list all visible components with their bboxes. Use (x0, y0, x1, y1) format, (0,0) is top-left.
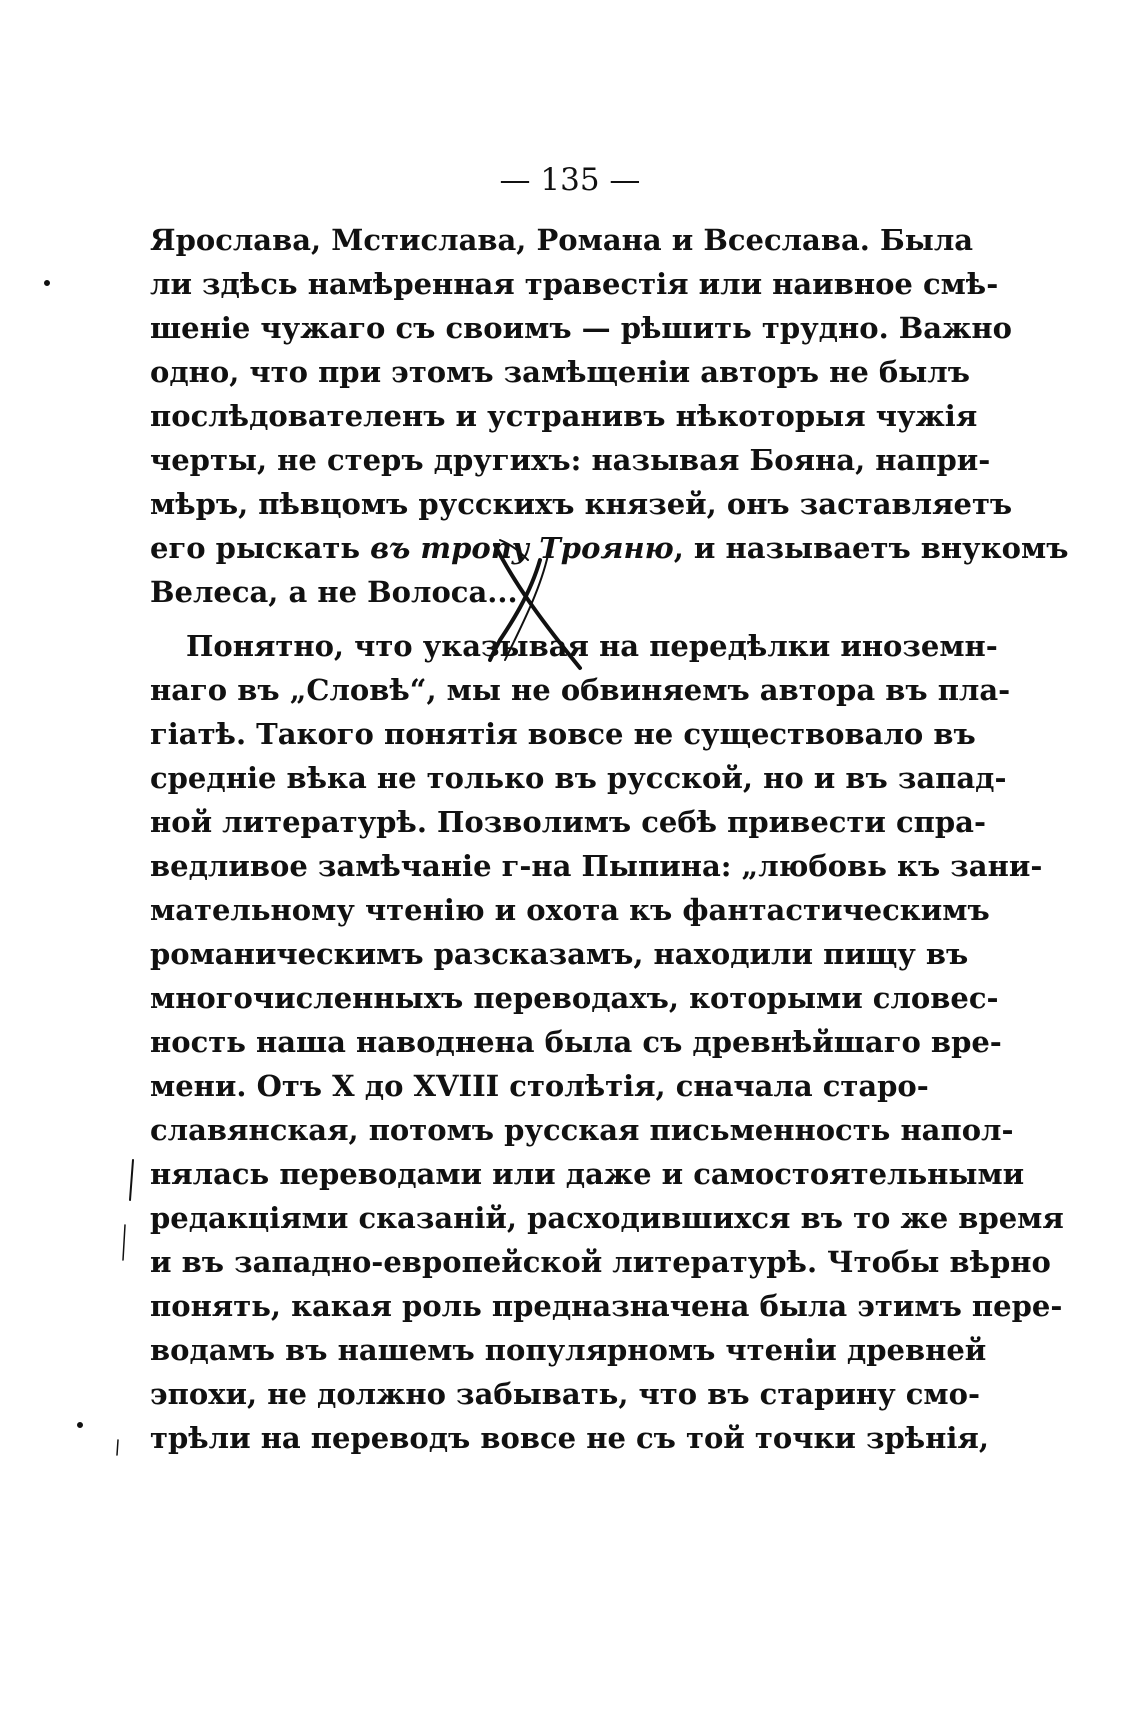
text-line: и въ западно-европейской литературѣ. Чтобы вѣрно (150, 1245, 1051, 1279)
text-line: трѣли на переводъ вовсе не съ той точки зрѣнія, (150, 1421, 989, 1455)
text-line: мательному чтенію и охота къ фантастическимъ (150, 893, 990, 927)
text-line: послѣдователенъ и устранивъ нѣкоторыя чужія (150, 399, 978, 433)
paragraph-first-line: Понятно, что указывая на передѣлки иноземн- (186, 629, 998, 663)
text-line: мѣръ, пѣвцомъ русскихъ князей, онъ заставляетъ (150, 487, 1013, 521)
text-line: романическимъ разсказамъ, находили пищу въ (150, 937, 969, 971)
text-line: многочисленныхъ переводахъ, которыми словес- (150, 981, 999, 1015)
text-line: водамъ въ нашемъ популярномъ чтеніи древней (150, 1333, 987, 1367)
text-line: средніе вѣка не только въ русской, но и въ запад- (150, 761, 1007, 795)
text-line: Ярослава, Мстислава, Романа и Всеслава. Была (150, 223, 974, 257)
text-line: наго въ „Словѣ“, мы не обвиняемъ автора въ пла- (150, 673, 1011, 707)
text-line: нялась переводами или даже и самостоятельными (150, 1157, 1025, 1191)
text-line: мени. Отъ X до XVIII столѣтія, сначала старо- (150, 1069, 929, 1103)
quoted-phrase: въ тропу Трояню (370, 531, 674, 565)
text-line: шеніе чужаго съ своимъ — рѣшить трудно. Важно (150, 311, 1012, 345)
text-line: ли здѣсь намѣренная травестія или наивное смѣ- (150, 267, 999, 301)
text-line: ной литературѣ. Позволимъ себѣ привести спра- (150, 805, 987, 839)
text-line: гіатѣ. Такого понятія вовсе не существовало въ (150, 717, 976, 751)
text-line: ность наша наводнена была съ древнѣйшаго вре- (150, 1025, 1002, 1059)
line-text: , и называетъ внукомъ (673, 531, 1069, 565)
text-line: ведливое замѣчаніе г-на Пыпина: „любовь къ зани- (150, 849, 1043, 883)
text-line: славянская, потомъ русская письменность напол- (150, 1113, 1014, 1147)
text-line: черты, не стеръ другихъ: называя Бояна, напри- (150, 443, 991, 477)
text-line: одно, что при этомъ замѣщеніи авторъ не былъ (150, 355, 970, 389)
line-text: его рыскать (150, 531, 371, 565)
text-line: понять, какая роль предназначена была этимъ пере- (150, 1289, 1063, 1323)
margin-marks (45, 281, 134, 1456)
page-number: — 135 — (499, 162, 641, 198)
text-line: эпохи, не должно забывать, что въ старину смо- (150, 1377, 980, 1411)
text-line: редакціями сказаній, расходившихся въ то же время (150, 1201, 1064, 1235)
text-line: Велеса, а не Волоса... (150, 575, 518, 609)
text-line-with-quote (150, 528, 1069, 568)
